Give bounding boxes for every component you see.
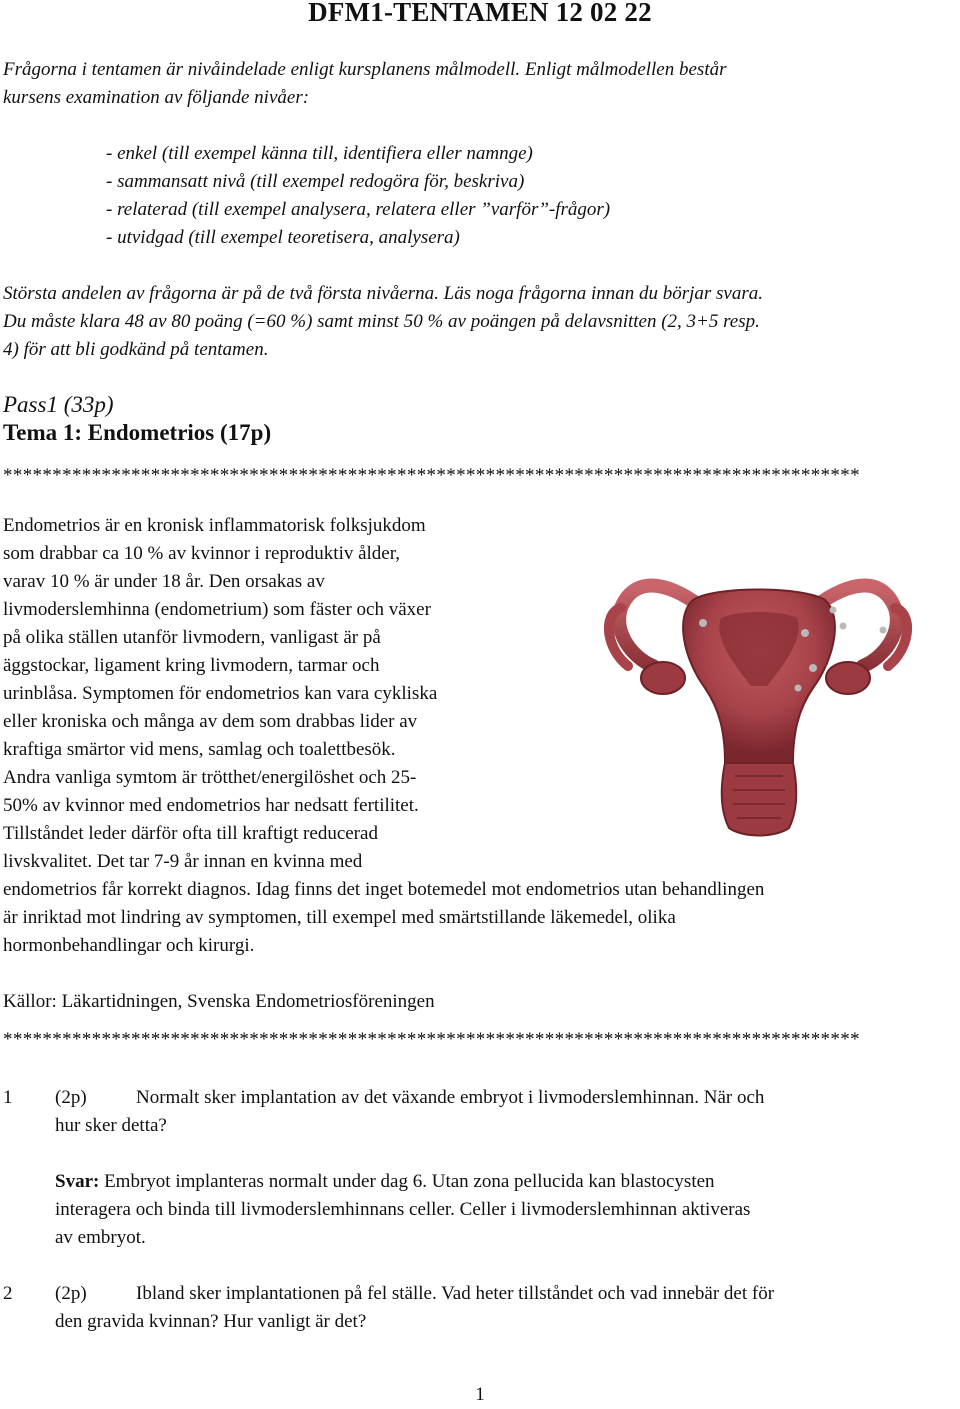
article-line: livmoderslemhinna (endometrium) som fäster och växer (3, 599, 431, 620)
article-line: äggstockar, ligament kring livmodern, tarmar och (3, 655, 380, 676)
article-line: kraftiga smärtor vid mens, samlag och toalettbesök. (3, 739, 396, 760)
pass-heading: Pass1 (33p) (3, 392, 114, 417)
uterus-image (543, 538, 960, 850)
article-line: varav 10 % är under 18 år. Den orsakas av (3, 571, 325, 592)
answer-label: Svar: (55, 1171, 100, 1192)
question-text-cont: hur sker detta? (55, 1115, 167, 1136)
answer-line: interagera och binda till livmoderslemhinnans celler. Celler i livmoderslemhinnan aktiveras (55, 1199, 751, 1220)
separator: *************************************************************************************** (3, 1029, 860, 1050)
summary-text (3, 280, 903, 364)
question-text-cont: den gravida kvinnan? Hur vanligt är det? (55, 1311, 367, 1332)
article-line: endometrios får korrekt diagnos. Idag finns det inget botemedel mot endometrios utan behandlingen (3, 879, 765, 900)
level-item: - relaterad (till exempel analysera, relatera eller ”varför”-frågor) (106, 199, 611, 220)
article-line: Endometrios är en kronisk inflammatorisk folksjukdom (3, 515, 426, 536)
answer-line: av embryot. (55, 1227, 146, 1248)
article-line: eller kroniska och många av dem som drabbas lider av (3, 711, 418, 732)
article-line: Tillståndet leder därför ofta till kraftigt reducerad (3, 823, 378, 844)
page-number: 1 (475, 1384, 485, 1405)
separator: *************************************************************************************** (3, 465, 860, 486)
article-line: Andra vanliga symtom är trötthet/energilöshet och 25- (3, 767, 417, 788)
question-text: Normalt sker implantation av det växande embryot i livmoderslemhinnan. När och (136, 1087, 765, 1108)
intro-line: Frågorna i tentamen är nivåindelade enligt kursplanens målmodell. Enligt målmodellen består (3, 59, 727, 80)
article-paragraph-tail (3, 876, 923, 960)
sources-line: Källor: Läkartidningen, Svenska Endometriosföreningen (3, 991, 435, 1012)
question-points: (2p) (55, 1283, 87, 1304)
question-points: (2p) (55, 1087, 87, 1108)
article-line: är inriktad mot lindring av symptomen, till exempel med smärtstillande läkemedel, olika (3, 907, 676, 928)
question-number: 1 (3, 1087, 13, 1108)
article-line: som drabbar ca 10 % av kvinnor i reproduktiv ålder, (3, 543, 401, 564)
answer-1 (55, 1168, 895, 1252)
article-paragraph (3, 512, 533, 876)
level-list (106, 140, 610, 252)
summary-line: Största andelen av frågorna är på de två första nivåerna. Läs noga frågorna innan du börjar svara. (3, 283, 764, 304)
theme-heading: Tema 1: Endometrios (17p) (3, 420, 272, 445)
page-title: DFM1-TENTAMEN 12 02 22 (308, 0, 652, 27)
document-page (3, 0, 957, 1405)
article-line: urinblåsa. Symptomen för endometrios kan vara cykliska (3, 683, 438, 704)
uterus-illustration (543, 538, 960, 850)
level-item: - sammansatt nivå (till exempel redogöra för, beskriva) (106, 171, 525, 192)
level-item: - utvidgad (till exempel teoretisera, analysera) (106, 227, 460, 248)
intro-line: kursens examination av följande nivåer: (3, 87, 310, 108)
article-line: 50% av kvinnor med endometrios har nedsatt fertilitet. (3, 795, 419, 816)
answer-line: Embryot implanteras normalt under dag 6. Utan zona pellucida kan blastocysten (99, 1171, 715, 1192)
summary-line: Du måste klara 48 av 80 poäng (=60 %) samt minst 50 % av poängen på delavsnitten (2, 3+5 resp. (3, 311, 760, 332)
article-line: hormonbehandlingar och kirurgi. (3, 935, 255, 956)
article-line: på olika ställen utanför livmodern, vanligast är på (3, 627, 381, 648)
summary-line: 4) för att bli godkänd på tentamen. (3, 339, 269, 360)
question-number: 2 (3, 1283, 13, 1304)
article-line: livskvalitet. Det tar 7-9 år innan en kvinna med (3, 851, 363, 872)
question-text: Ibland sker implantationen på fel ställe. Vad heter tillståndet och vad innebär det för (136, 1283, 775, 1304)
intro-text (3, 56, 903, 112)
level-item: - enkel (till exempel känna till, identifiera eller namnge) (106, 143, 533, 164)
